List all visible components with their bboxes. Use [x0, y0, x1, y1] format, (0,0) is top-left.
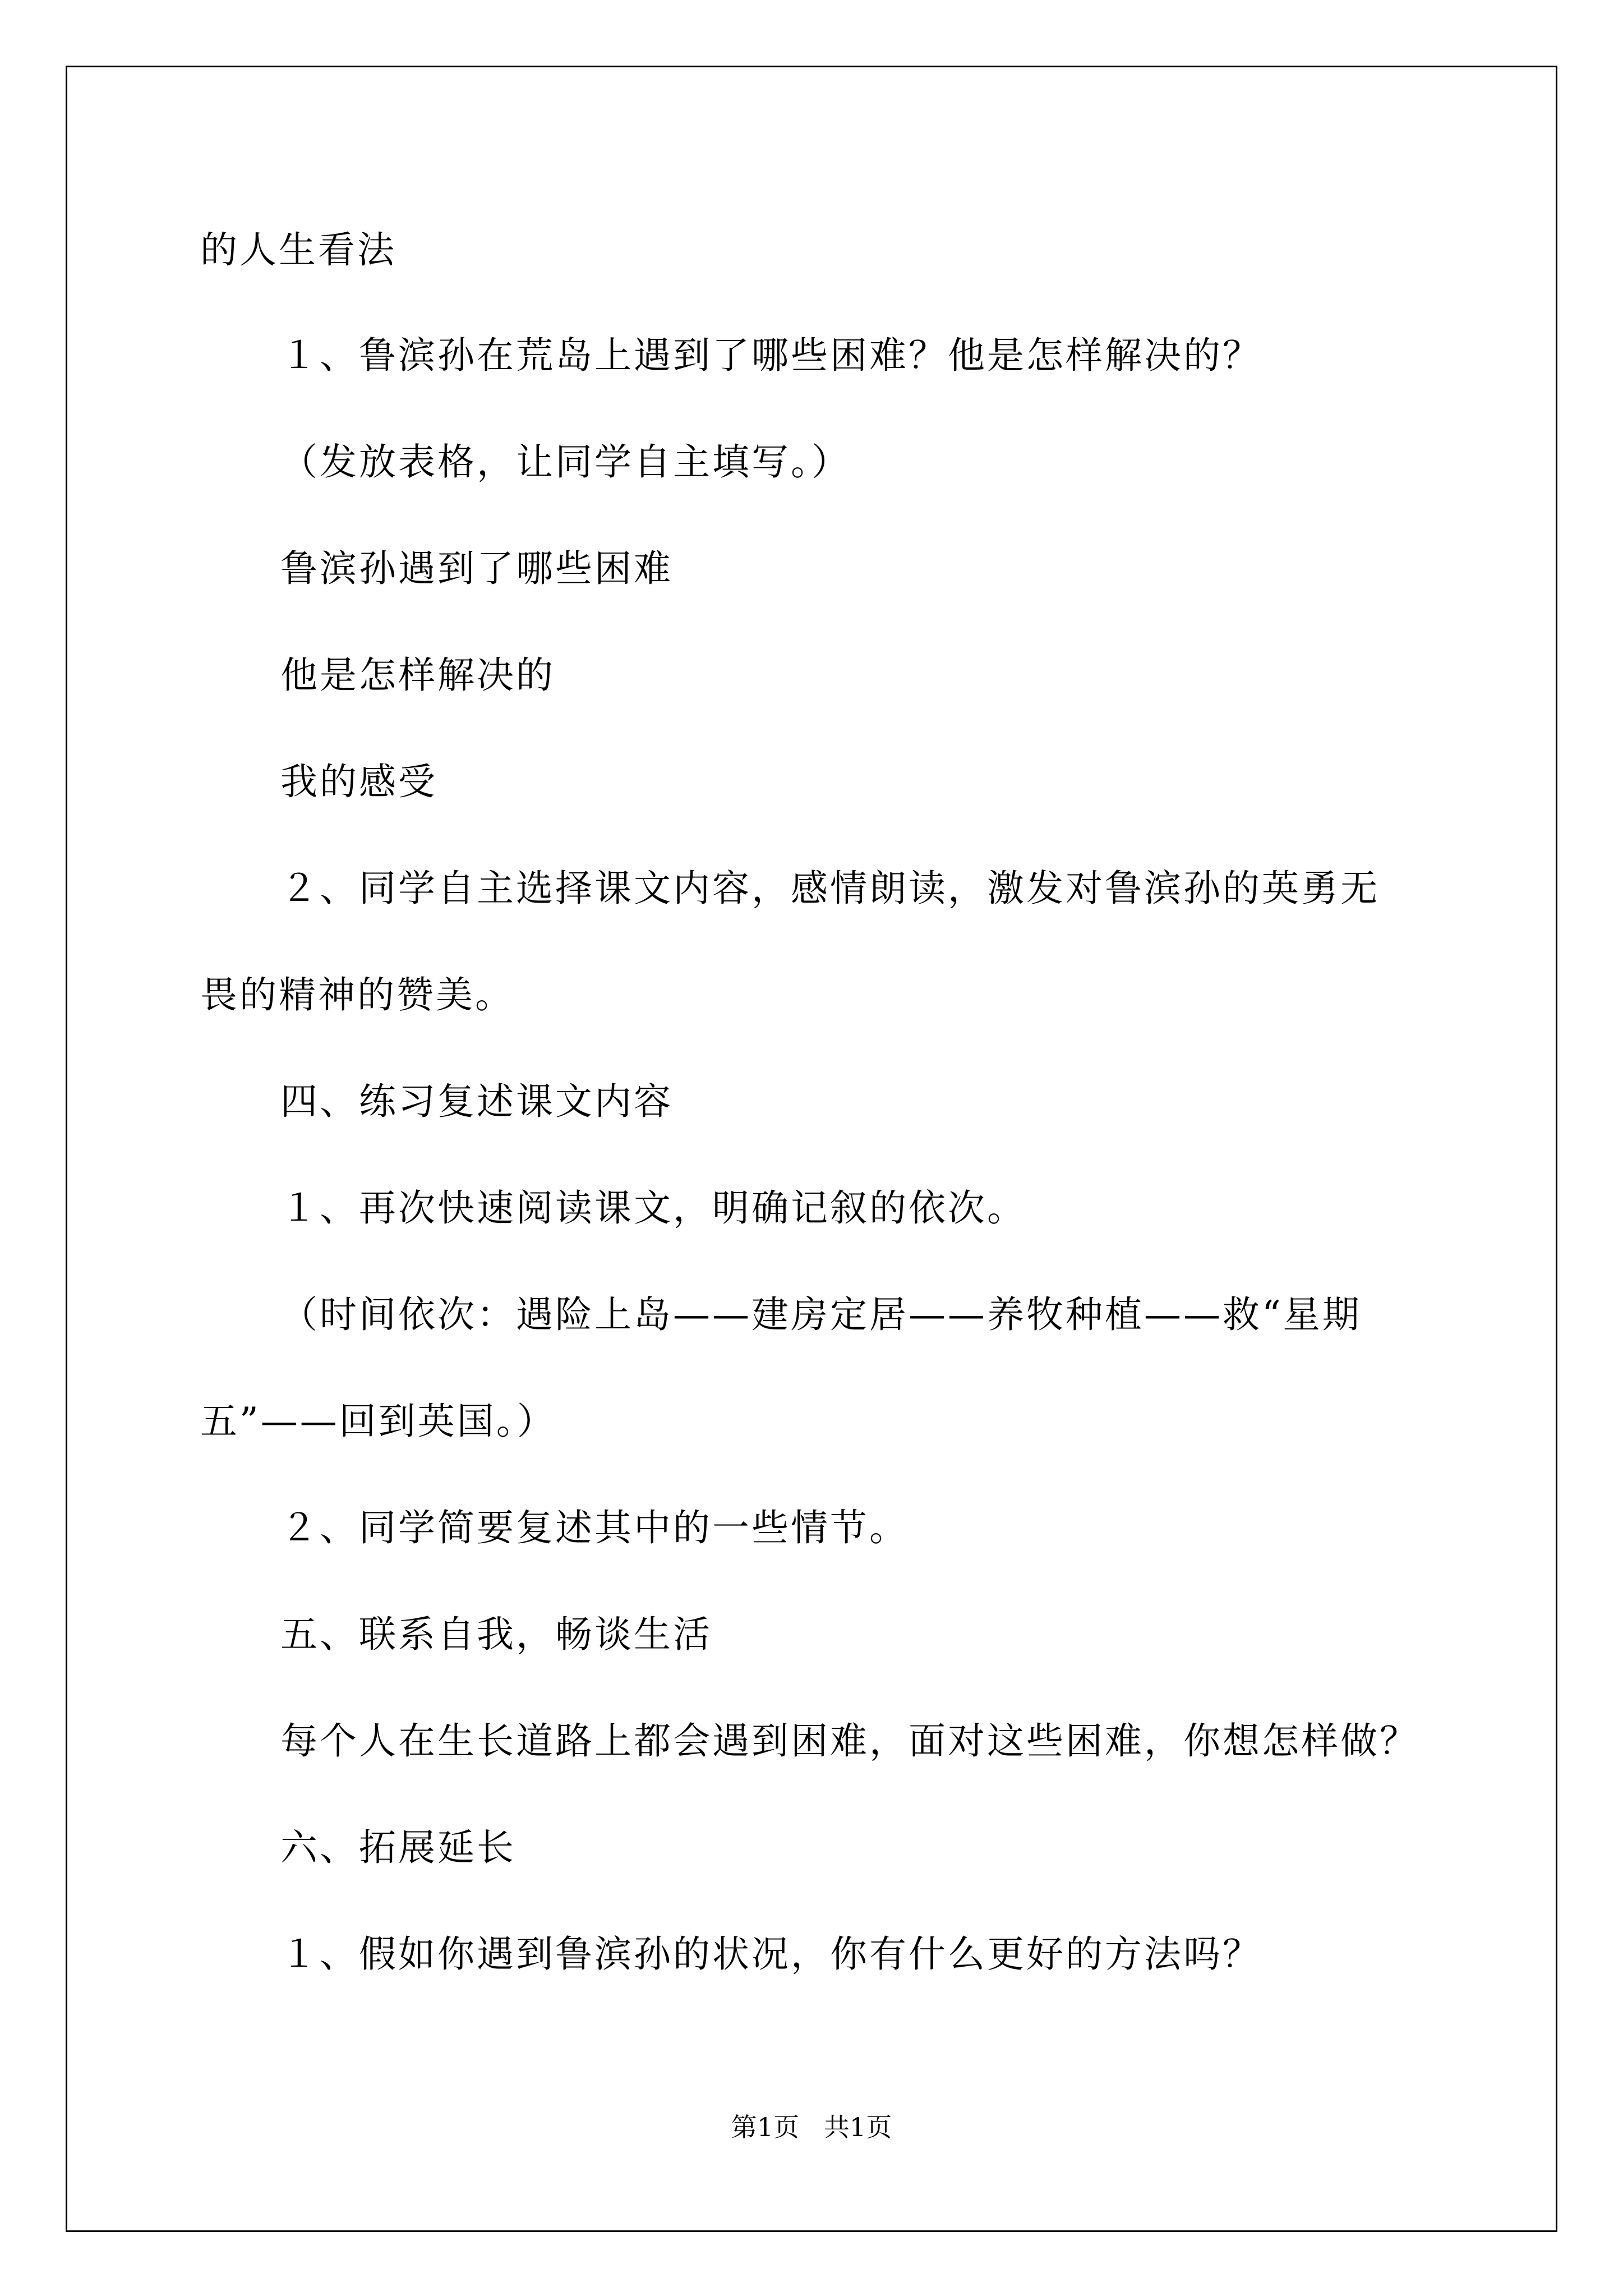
page-border: [66, 66, 1557, 2232]
text-line: （发放表格，让同学自主填写。）: [280, 440, 851, 484]
text-line: １、假如你遇到鲁滨孙的状况，你有什么更好的方法吗？: [280, 1932, 1262, 1976]
text-line: 五、联系自我，畅谈生活: [280, 1613, 712, 1656]
text-line: 每个人在生长道路上都会遇到困难，面对这些困难，你想怎样做？: [280, 1719, 1419, 1763]
text-line: ２、同学自主选择课文内容，感情朗读，激发对鲁滨孙的英勇无: [280, 867, 1380, 910]
text-line: 五”——回到英国。）: [200, 1400, 556, 1443]
text-line: （时间依次：遇险上岛——建房定居——养牧种植——救“星期: [280, 1293, 1362, 1336]
text-line: 的人生看法: [200, 228, 396, 272]
page-footer: 第1页 共1页: [731, 2112, 892, 2142]
text-line: 他是怎样解决的: [280, 654, 555, 697]
text-line: １、再次快速阅读课文，明确记叙的依次。: [280, 1186, 1026, 1230]
text-line: 我的感受: [280, 760, 437, 803]
text-line: 六、拓展延长: [280, 1826, 516, 1869]
text-line: １、鲁滨孙在荒岛上遇到了哪些困难？他是怎样解决的？: [280, 334, 1262, 377]
text-line: 畏的精神的赞美。: [200, 973, 514, 1016]
text-line: 鲁滨孙遇到了哪些困难: [280, 547, 673, 590]
text-line: 四、练习复述课文内容: [280, 1080, 673, 1123]
text-line: ２、同学简要复述其中的一些情节。: [280, 1506, 909, 1549]
